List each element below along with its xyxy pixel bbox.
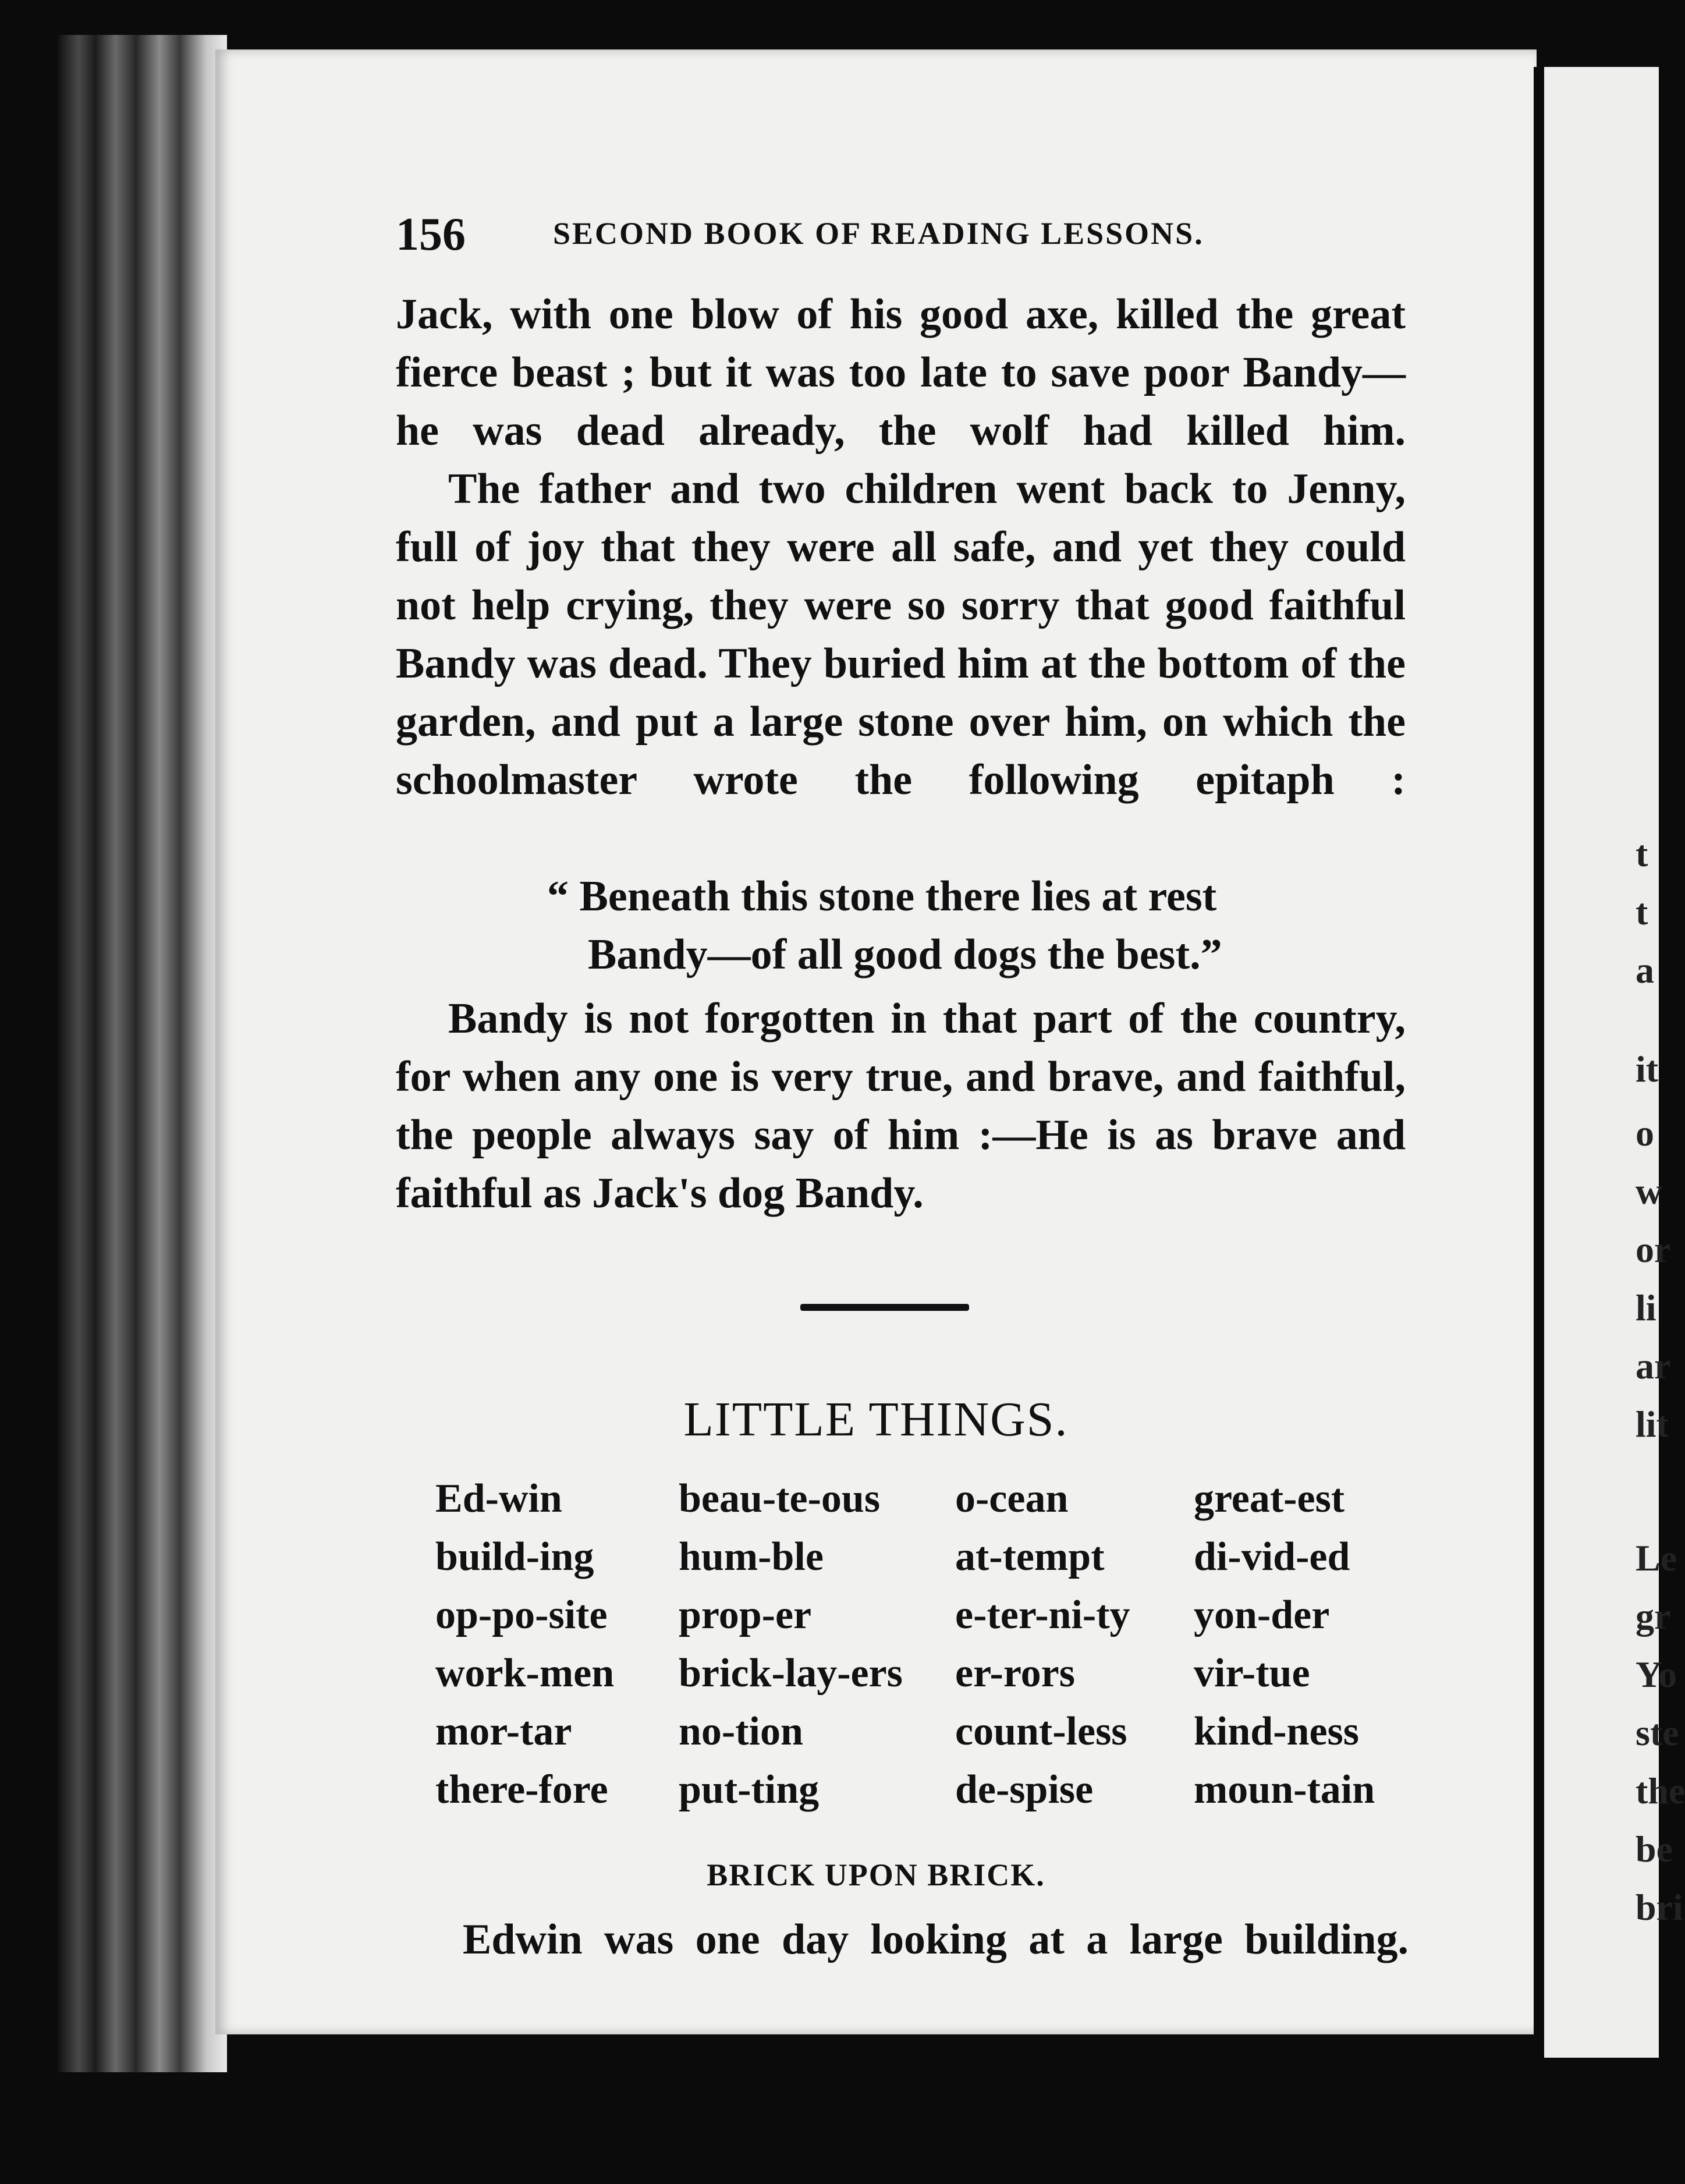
vocabulary-word: great-est — [1194, 1476, 1345, 1521]
vocabulary-word: de-spise — [955, 1767, 1094, 1812]
facing-page-fragment: or — [1636, 1229, 1671, 1270]
facing-page-fragment: be — [1636, 1828, 1673, 1870]
lesson-title: LITTLE THINGS. — [683, 1392, 1069, 1446]
vocabulary-word: o-cean — [955, 1476, 1069, 1521]
vocabulary-word: work-men — [435, 1651, 615, 1696]
lesson-first-line: Edwin was one day looking at a large building. — [463, 1916, 1409, 1963]
facing-page-fragment: it — [1636, 1048, 1659, 1090]
facing-page-fragment: lit — [1636, 1403, 1669, 1445]
facing-page-fragment: gr — [1636, 1596, 1671, 1637]
vocabulary-word: beau-te-ous — [679, 1476, 881, 1521]
vocabulary-word: mor-tar — [435, 1709, 572, 1754]
vocabulary-word: build-ing — [435, 1534, 594, 1579]
vocabulary-word: prop-er — [679, 1593, 812, 1637]
paragraph: Jack, with one blow of his good axe, killed the great fierce beast ; but it was too late to save poor Bandy—he was dead already, the wolf had killed him. — [396, 290, 1406, 455]
facing-page-fragment: Yo — [1636, 1654, 1677, 1695]
vocabulary-word: count-less — [955, 1709, 1127, 1754]
facing-page-fragment: ste — [1636, 1712, 1679, 1753]
facing-page-fragment: ar — [1636, 1345, 1671, 1387]
facing-page-fragment: a — [1636, 949, 1654, 991]
page-number: 156 — [396, 209, 466, 260]
facing-page-fragment: bri — [1636, 1887, 1683, 1928]
vocabulary-word: there-fore — [435, 1767, 608, 1812]
paragraph: Bandy is not forgotten in that part of the country, for when any one is very true, and brave, and faithful, the people always say of him :—He is as brave and faithful as Jack's dog Bandy. — [396, 995, 1406, 1217]
vocabulary-word: Ed-win — [435, 1476, 562, 1521]
vocabulary-word: no-tion — [679, 1709, 803, 1754]
vocabulary-word: brick-lay-ers — [679, 1651, 903, 1696]
running-title: SECOND BOOK OF READING LESSONS. — [553, 216, 1204, 251]
facing-page-fragment: t — [1636, 891, 1648, 933]
lesson-subtitle: BRICK UPON BRICK. — [707, 1857, 1045, 1892]
vocabulary-word: op-po-site — [435, 1593, 608, 1637]
epitaph-line: Bandy—of all good dogs the best.” — [588, 931, 1222, 978]
vocabulary-word: kind-ness — [1194, 1709, 1360, 1754]
vocabulary-word: vir-tue — [1194, 1651, 1310, 1696]
facing-page-fragment: t — [1636, 833, 1648, 874]
facing-page-fragment: o — [1636, 1112, 1654, 1154]
vocabulary-word: yon-der — [1194, 1593, 1330, 1637]
epitaph-line: “ Beneath this stone there lies at rest — [547, 873, 1217, 920]
facing-page-fragment: w — [1636, 1171, 1663, 1212]
lesson-section — [215, 0, 1537, 2184]
facing-page-fragment: Le — [1636, 1537, 1677, 1579]
vocabulary-word: di-vid-ed — [1194, 1534, 1350, 1579]
facing-page-fragment: li — [1636, 1287, 1656, 1328]
vocabulary-word: er-rors — [955, 1651, 1075, 1696]
vocabulary-word: moun-tain — [1194, 1767, 1375, 1812]
vocabulary-word: e-ter-ni-ty — [955, 1593, 1130, 1637]
vocabulary-word: put-ting — [679, 1767, 820, 1812]
book-edge — [58, 35, 227, 2072]
paragraph: The father and two children went back to Jenny, full of joy that they were all safe, and yet they could not help crying, they were so sorry that good faithful Bandy was dead. They buried him at the bottom of the garden, and put a large stone over him, on which the schoolmaster wrote the following epitaph : — [396, 465, 1406, 804]
vocabulary-word: at-tempt — [955, 1534, 1105, 1579]
facing-page-fragment: the — [1636, 1770, 1685, 1811]
vocabulary-word: hum-ble — [679, 1534, 824, 1579]
